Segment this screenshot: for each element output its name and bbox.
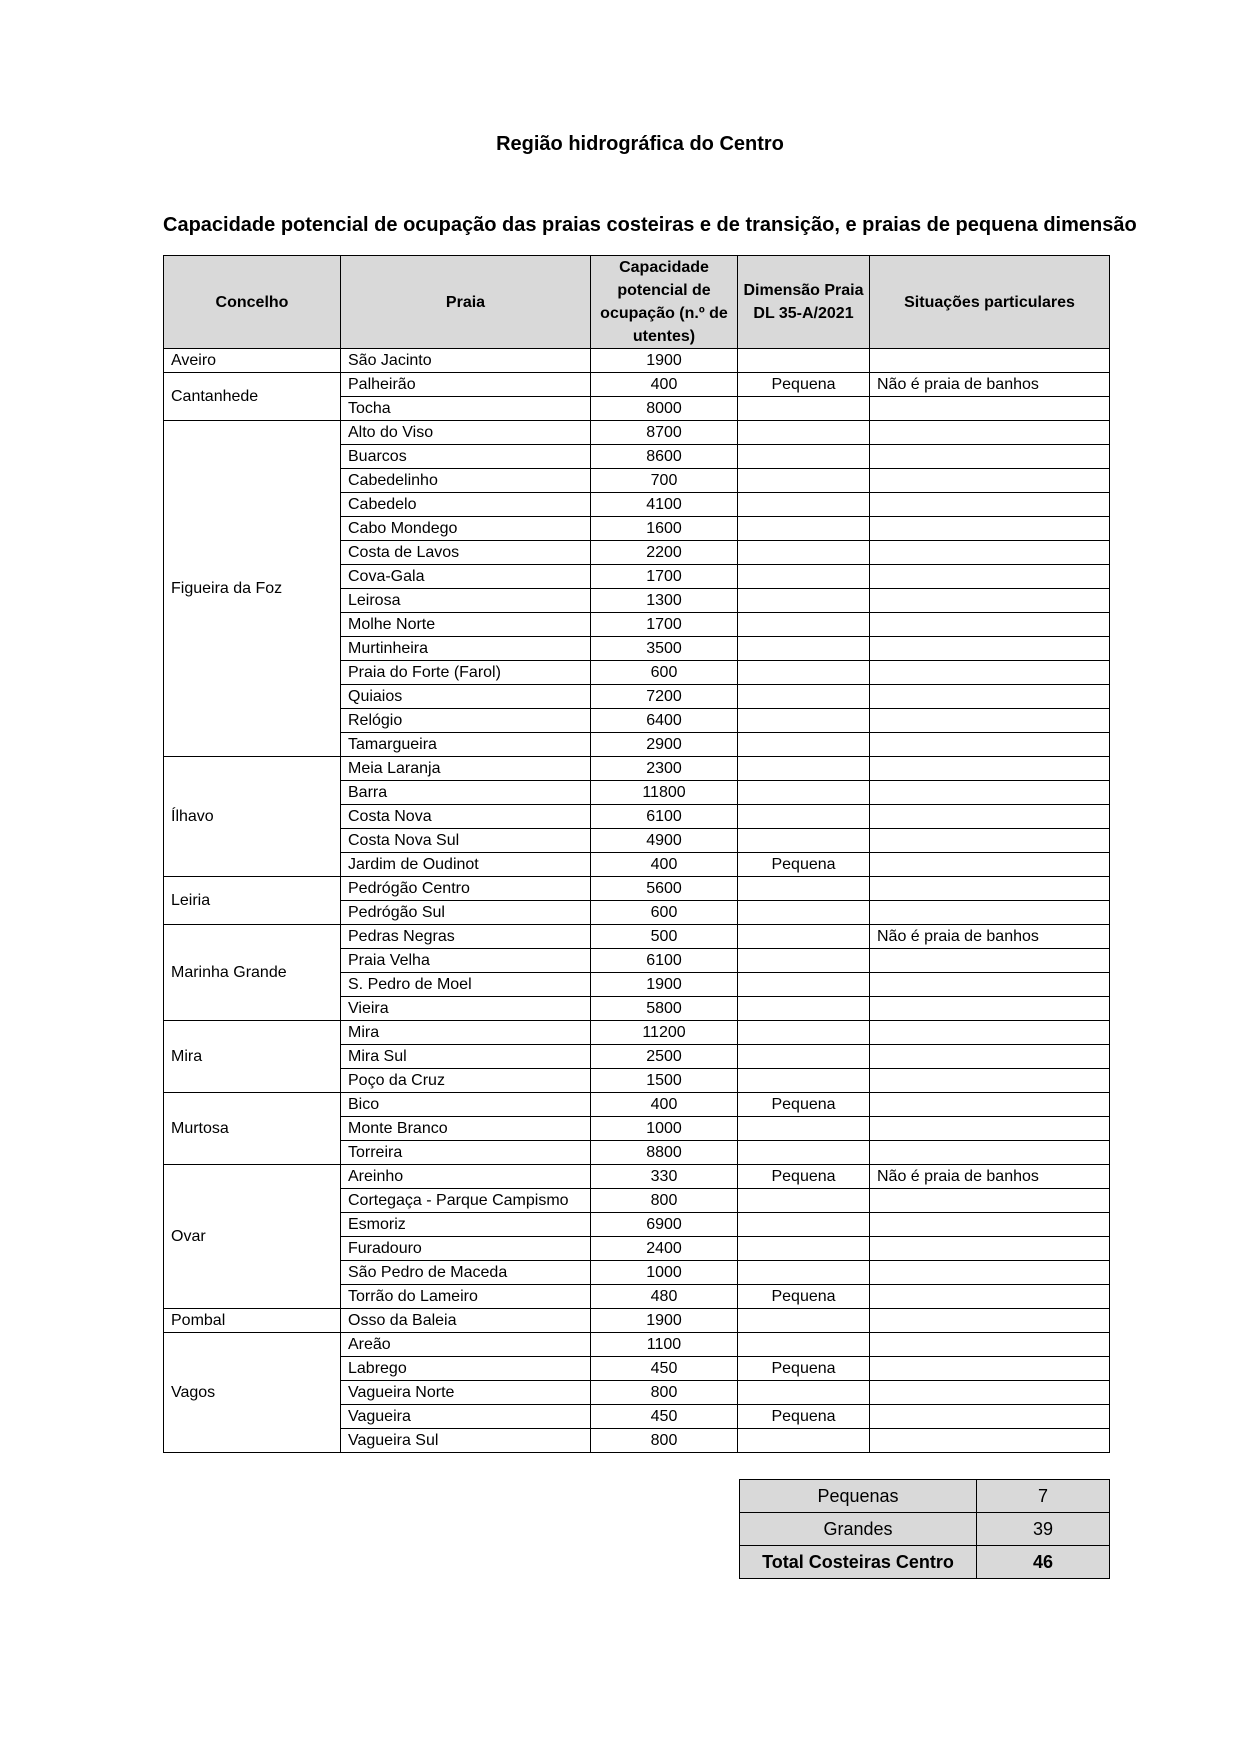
situacoes-cell bbox=[870, 973, 1110, 997]
dimensao-cell bbox=[738, 1189, 870, 1213]
dimensao-cell bbox=[738, 445, 870, 469]
capacidade-cell: 11200 bbox=[591, 1021, 738, 1045]
header-capacidade: Capacidade potencial de ocupação (n.º de utentes) bbox=[591, 256, 738, 349]
praia-cell: Bico bbox=[341, 1093, 591, 1117]
praia-cell: Pedras Negras bbox=[341, 925, 591, 949]
capacidade-cell: 5600 bbox=[591, 877, 738, 901]
table-row bbox=[164, 1333, 1110, 1357]
situacoes-cell bbox=[870, 1045, 1110, 1069]
situacoes-cell bbox=[870, 781, 1110, 805]
dimensao-cell bbox=[738, 397, 870, 421]
concelho-cell: Murtosa bbox=[164, 1093, 341, 1165]
capacidade-cell: 700 bbox=[591, 469, 738, 493]
praia-cell: Relógio bbox=[341, 709, 591, 733]
situacoes-cell bbox=[870, 1237, 1110, 1261]
praia-cell: Cortegaça - Parque Campismo bbox=[341, 1189, 591, 1213]
situacoes-cell bbox=[870, 589, 1110, 613]
dimensao-cell bbox=[738, 1069, 870, 1093]
summary-value: 46 bbox=[977, 1546, 1110, 1579]
situacoes-cell bbox=[870, 733, 1110, 757]
situacoes-cell bbox=[870, 685, 1110, 709]
praia-cell: Alto do Viso bbox=[341, 421, 591, 445]
table-row bbox=[164, 1165, 1110, 1189]
praia-cell: Vieira bbox=[341, 997, 591, 1021]
dimensao-cell bbox=[738, 493, 870, 517]
dimensao-cell bbox=[738, 1381, 870, 1405]
capacidade-cell: 2900 bbox=[591, 733, 738, 757]
praia-cell: Quiaios bbox=[341, 685, 591, 709]
dimensao-cell bbox=[738, 925, 870, 949]
dimensao-cell bbox=[738, 1309, 870, 1333]
praia-cell: Tocha bbox=[341, 397, 591, 421]
situacoes-cell bbox=[870, 1405, 1110, 1429]
praia-cell: Barra bbox=[341, 781, 591, 805]
situacoes-cell bbox=[870, 1213, 1110, 1237]
dimensao-cell bbox=[738, 1213, 870, 1237]
dimensao-cell bbox=[738, 469, 870, 493]
dimensao-cell bbox=[738, 661, 870, 685]
praia-cell: Cabedelinho bbox=[341, 469, 591, 493]
capacidade-cell: 7200 bbox=[591, 685, 738, 709]
praia-cell: Jardim de Oudinot bbox=[341, 853, 591, 877]
table-row bbox=[164, 925, 1110, 949]
dimensao-cell: Pequena bbox=[738, 1405, 870, 1429]
dimensao-cell bbox=[738, 421, 870, 445]
capacidade-cell: 8600 bbox=[591, 445, 738, 469]
capacidade-cell: 1300 bbox=[591, 589, 738, 613]
table-caption: Capacidade potencial de ocupação das praias costeiras e de transição, e praias de pequena dimensão bbox=[163, 214, 1137, 236]
capacidade-cell: 800 bbox=[591, 1189, 738, 1213]
situacoes-cell bbox=[870, 541, 1110, 565]
situacoes-cell bbox=[870, 397, 1110, 421]
dimensao-cell bbox=[738, 973, 870, 997]
summary-label: Total Costeiras Centro bbox=[740, 1546, 977, 1579]
praia-cell: Meia Laranja bbox=[341, 757, 591, 781]
header-dimensao: Dimensão Praia DL 35-A/2021 bbox=[738, 256, 870, 349]
praia-cell: Osso da Baleia bbox=[341, 1309, 591, 1333]
dimensao-cell bbox=[738, 709, 870, 733]
dimensao-cell bbox=[738, 829, 870, 853]
concelho-cell: Aveiro bbox=[164, 349, 341, 373]
situacoes-cell: Não é praia de banhos bbox=[870, 373, 1110, 397]
dimensao-cell bbox=[738, 733, 870, 757]
capacidade-cell: 1900 bbox=[591, 349, 738, 373]
situacoes-cell bbox=[870, 1357, 1110, 1381]
praia-cell: Labrego bbox=[341, 1357, 591, 1381]
situacoes-cell bbox=[870, 637, 1110, 661]
capacidade-cell: 330 bbox=[591, 1165, 738, 1189]
capacidade-cell: 2300 bbox=[591, 757, 738, 781]
praia-cell: Vagueira bbox=[341, 1405, 591, 1429]
dimensao-cell bbox=[738, 589, 870, 613]
praia-cell: Tamargueira bbox=[341, 733, 591, 757]
praia-cell: Costa Nova Sul bbox=[341, 829, 591, 853]
situacoes-cell bbox=[870, 853, 1110, 877]
concelho-cell: Cantanhede bbox=[164, 373, 341, 421]
situacoes-cell bbox=[870, 901, 1110, 925]
dimensao-cell bbox=[738, 685, 870, 709]
dimensao-cell bbox=[738, 781, 870, 805]
situacoes-cell bbox=[870, 1309, 1110, 1333]
concelho-cell: Leiria bbox=[164, 877, 341, 925]
situacoes-cell bbox=[870, 757, 1110, 781]
capacidade-cell: 6400 bbox=[591, 709, 738, 733]
dimensao-cell: Pequena bbox=[738, 1093, 870, 1117]
praia-cell: Poço da Cruz bbox=[341, 1069, 591, 1093]
dimensao-cell bbox=[738, 1429, 870, 1453]
praia-cell: Areão bbox=[341, 1333, 591, 1357]
praia-cell: Monte Branco bbox=[341, 1117, 591, 1141]
dimensao-cell bbox=[738, 565, 870, 589]
capacidade-cell: 400 bbox=[591, 373, 738, 397]
praia-cell: Praia do Forte (Farol) bbox=[341, 661, 591, 685]
praia-cell: Mira bbox=[341, 1021, 591, 1045]
capacidade-cell: 6900 bbox=[591, 1213, 738, 1237]
situacoes-cell bbox=[870, 709, 1110, 733]
dimensao-cell bbox=[738, 949, 870, 973]
dimensao-cell bbox=[738, 877, 870, 901]
situacoes-cell bbox=[870, 1189, 1110, 1213]
praia-cell: Torrão do Lameiro bbox=[341, 1285, 591, 1309]
capacidade-cell: 1900 bbox=[591, 1309, 738, 1333]
situacoes-cell bbox=[870, 1021, 1110, 1045]
situacoes-cell bbox=[870, 949, 1110, 973]
situacoes-cell: Não é praia de banhos bbox=[870, 1165, 1110, 1189]
situacoes-cell bbox=[870, 997, 1110, 1021]
situacoes-cell bbox=[870, 1069, 1110, 1093]
dimensao-cell bbox=[738, 1045, 870, 1069]
praia-cell: Costa Nova bbox=[341, 805, 591, 829]
praia-cell: Cabo Mondego bbox=[341, 517, 591, 541]
dimensao-cell bbox=[738, 1261, 870, 1285]
table-row bbox=[164, 757, 1110, 781]
capacidade-cell: 450 bbox=[591, 1405, 738, 1429]
praia-cell: S. Pedro de Moel bbox=[341, 973, 591, 997]
situacoes-cell bbox=[870, 1285, 1110, 1309]
praia-cell: Leirosa bbox=[341, 589, 591, 613]
header-praia: Praia bbox=[341, 256, 591, 349]
praia-cell: Vagueira Sul bbox=[341, 1429, 591, 1453]
table-header-row bbox=[164, 256, 1110, 349]
summary-label: Pequenas bbox=[740, 1480, 977, 1513]
capacidade-cell: 2200 bbox=[591, 541, 738, 565]
capacidade-cell: 400 bbox=[591, 853, 738, 877]
dimensao-cell: Pequena bbox=[738, 373, 870, 397]
summary-value: 7 bbox=[977, 1480, 1110, 1513]
capacidade-cell: 1500 bbox=[591, 1069, 738, 1093]
praia-cell: Torreira bbox=[341, 1141, 591, 1165]
summary-row-total bbox=[740, 1546, 1110, 1579]
situacoes-cell bbox=[870, 517, 1110, 541]
praia-cell: São Jacinto bbox=[341, 349, 591, 373]
concelho-cell: Marinha Grande bbox=[164, 925, 341, 1021]
concelho-cell: Mira bbox=[164, 1021, 341, 1093]
praia-cell: Praia Velha bbox=[341, 949, 591, 973]
situacoes-cell bbox=[870, 445, 1110, 469]
concelho-cell: Ílhavo bbox=[164, 757, 341, 877]
table-row bbox=[164, 877, 1110, 901]
capacidade-cell: 8000 bbox=[591, 397, 738, 421]
dimensao-cell bbox=[738, 1237, 870, 1261]
capacidade-cell: 480 bbox=[591, 1285, 738, 1309]
dimensao-cell bbox=[738, 901, 870, 925]
page-title: Região hidrográfica do Centro bbox=[496, 133, 784, 155]
summary-value: 39 bbox=[977, 1513, 1110, 1546]
beaches-table bbox=[163, 255, 1110, 1453]
capacidade-cell: 800 bbox=[591, 1381, 738, 1405]
concelho-cell: Ovar bbox=[164, 1165, 341, 1309]
capacidade-cell: 1000 bbox=[591, 1117, 738, 1141]
table-body bbox=[164, 349, 1110, 1453]
capacidade-cell: 6100 bbox=[591, 949, 738, 973]
dimensao-cell bbox=[738, 349, 870, 373]
situacoes-cell bbox=[870, 829, 1110, 853]
praia-cell: Furadouro bbox=[341, 1237, 591, 1261]
dimensao-cell: Pequena bbox=[738, 1357, 870, 1381]
praia-cell: Areinho bbox=[341, 1165, 591, 1189]
table-row bbox=[164, 1021, 1110, 1045]
capacidade-cell: 600 bbox=[591, 901, 738, 925]
praia-cell: Pedrógão Centro bbox=[341, 877, 591, 901]
summary-row-pequenas bbox=[740, 1480, 1110, 1513]
capacidade-cell: 1700 bbox=[591, 613, 738, 637]
dimensao-cell: Pequena bbox=[738, 1285, 870, 1309]
capacidade-cell: 2400 bbox=[591, 1237, 738, 1261]
dimensao-cell: Pequena bbox=[738, 853, 870, 877]
praia-cell: Mira Sul bbox=[341, 1045, 591, 1069]
situacoes-cell bbox=[870, 661, 1110, 685]
dimensao-cell bbox=[738, 1117, 870, 1141]
table-row bbox=[164, 373, 1110, 397]
dimensao-cell bbox=[738, 1141, 870, 1165]
praia-cell: Costa de Lavos bbox=[341, 541, 591, 565]
situacoes-cell bbox=[870, 493, 1110, 517]
capacidade-cell: 5800 bbox=[591, 997, 738, 1021]
praia-cell: Buarcos bbox=[341, 445, 591, 469]
situacoes-cell bbox=[870, 421, 1110, 445]
capacidade-cell: 450 bbox=[591, 1357, 738, 1381]
table-row bbox=[164, 1309, 1110, 1333]
situacoes-cell bbox=[870, 877, 1110, 901]
concelho-cell: Figueira da Foz bbox=[164, 421, 341, 757]
capacidade-cell: 1600 bbox=[591, 517, 738, 541]
situacoes-cell bbox=[870, 349, 1110, 373]
dimensao-cell bbox=[738, 637, 870, 661]
situacoes-cell bbox=[870, 1381, 1110, 1405]
situacoes-cell bbox=[870, 805, 1110, 829]
praia-cell: Cabedelo bbox=[341, 493, 591, 517]
dimensao-cell bbox=[738, 613, 870, 637]
praia-cell: Palheirão bbox=[341, 373, 591, 397]
table-row bbox=[164, 1093, 1110, 1117]
table-row bbox=[164, 421, 1110, 445]
capacidade-cell: 800 bbox=[591, 1429, 738, 1453]
summary-row-grandes bbox=[740, 1513, 1110, 1546]
situacoes-cell: Não é praia de banhos bbox=[870, 925, 1110, 949]
capacidade-cell: 6100 bbox=[591, 805, 738, 829]
capacidade-cell: 11800 bbox=[591, 781, 738, 805]
capacidade-cell: 400 bbox=[591, 1093, 738, 1117]
concelho-cell: Vagos bbox=[164, 1333, 341, 1453]
summary-label: Grandes bbox=[740, 1513, 977, 1546]
summary-table bbox=[739, 1479, 1110, 1579]
praia-cell: Molhe Norte bbox=[341, 613, 591, 637]
praia-cell: São Pedro de Maceda bbox=[341, 1261, 591, 1285]
situacoes-cell bbox=[870, 469, 1110, 493]
situacoes-cell bbox=[870, 613, 1110, 637]
situacoes-cell bbox=[870, 565, 1110, 589]
praia-cell: Murtinheira bbox=[341, 637, 591, 661]
capacidade-cell: 8800 bbox=[591, 1141, 738, 1165]
praia-cell: Cova-Gala bbox=[341, 565, 591, 589]
situacoes-cell bbox=[870, 1141, 1110, 1165]
situacoes-cell bbox=[870, 1429, 1110, 1453]
dimensao-cell bbox=[738, 757, 870, 781]
table-row bbox=[164, 349, 1110, 373]
capacidade-cell: 1900 bbox=[591, 973, 738, 997]
header-situacoes: Situações particulares bbox=[870, 256, 1110, 349]
situacoes-cell bbox=[870, 1333, 1110, 1357]
situacoes-cell bbox=[870, 1117, 1110, 1141]
capacidade-cell: 4100 bbox=[591, 493, 738, 517]
dimensao-cell bbox=[738, 805, 870, 829]
dimensao-cell bbox=[738, 997, 870, 1021]
capacidade-cell: 1000 bbox=[591, 1261, 738, 1285]
situacoes-cell bbox=[870, 1261, 1110, 1285]
situacoes-cell bbox=[870, 1093, 1110, 1117]
capacidade-cell: 4900 bbox=[591, 829, 738, 853]
capacidade-cell: 3500 bbox=[591, 637, 738, 661]
capacidade-cell: 1700 bbox=[591, 565, 738, 589]
capacidade-cell: 1100 bbox=[591, 1333, 738, 1357]
praia-cell: Pedrógão Sul bbox=[341, 901, 591, 925]
dimensao-cell bbox=[738, 1333, 870, 1357]
header-concelho: Concelho bbox=[164, 256, 341, 349]
dimensao-cell: Pequena bbox=[738, 1165, 870, 1189]
praia-cell: Vagueira Norte bbox=[341, 1381, 591, 1405]
dimensao-cell bbox=[738, 1021, 870, 1045]
concelho-cell: Pombal bbox=[164, 1309, 341, 1333]
capacidade-cell: 600 bbox=[591, 661, 738, 685]
dimensao-cell bbox=[738, 541, 870, 565]
praia-cell: Esmoriz bbox=[341, 1213, 591, 1237]
capacidade-cell: 500 bbox=[591, 925, 738, 949]
capacidade-cell: 2500 bbox=[591, 1045, 738, 1069]
dimensao-cell bbox=[738, 517, 870, 541]
capacidade-cell: 8700 bbox=[591, 421, 738, 445]
